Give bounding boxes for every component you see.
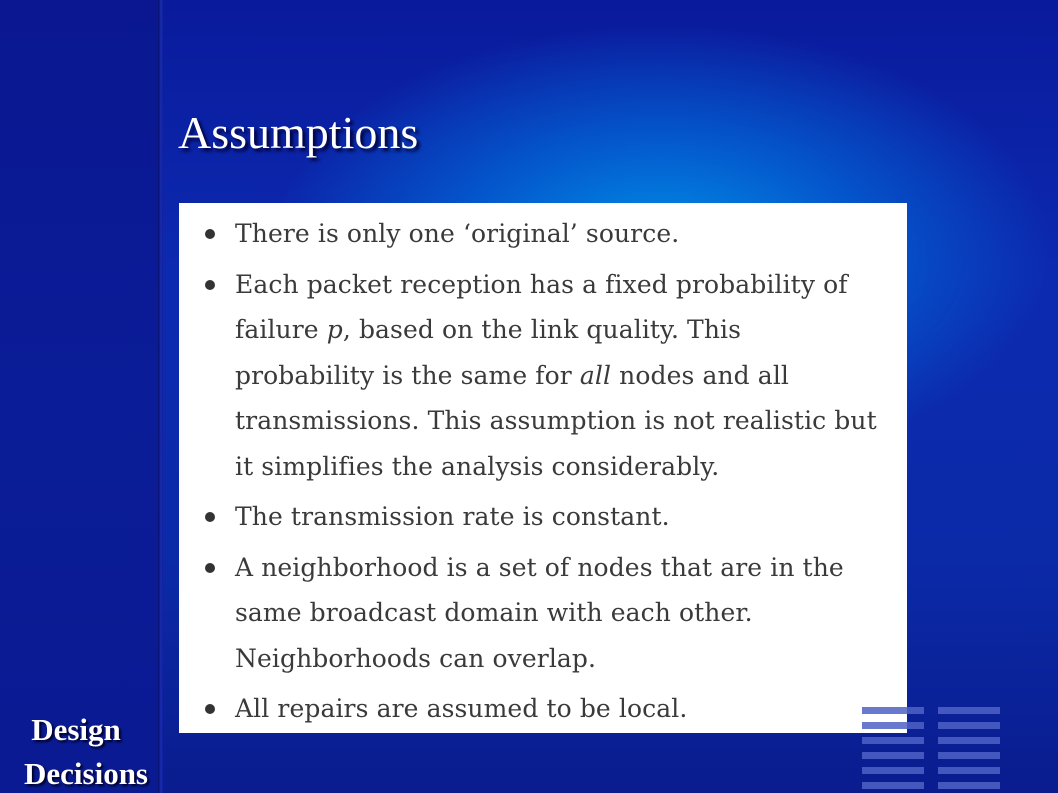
bullet-text: There is only one ‘original’ source. xyxy=(235,219,680,248)
deco-bar xyxy=(938,707,1000,714)
bullet-item xyxy=(199,494,881,540)
bullet-text-italic: p xyxy=(326,315,343,344)
bullet-list xyxy=(199,211,881,732)
section-label-line1: Design xyxy=(31,712,121,747)
deco-bar xyxy=(938,782,1000,789)
deco-bar xyxy=(862,722,924,729)
deco-bar xyxy=(862,767,924,774)
deco-bar xyxy=(862,707,924,714)
bullet-text: , based on the link quality. This probability is the same for xyxy=(235,315,742,390)
section-label-line2: Decisions xyxy=(24,756,148,791)
deco-bar xyxy=(938,737,1000,744)
bullet-item xyxy=(199,211,881,257)
bullet-text: Each packet reception has a fixed probability of failure xyxy=(235,269,848,344)
deco-bar xyxy=(862,782,924,789)
deco-bar xyxy=(938,767,1000,774)
bullet-text: The transmission rate is constant. xyxy=(235,502,670,531)
bullet-icon xyxy=(205,704,215,714)
bullet-item xyxy=(199,545,881,682)
bullet-item xyxy=(199,686,881,732)
slide-title: Assumptions xyxy=(178,107,419,158)
bullet-text: A neighborhood is a set of nodes that are in the same broadcast domain with each other. Neighborhoods can overlap. xyxy=(235,552,844,673)
bullet-icon xyxy=(205,229,215,239)
deco-bar xyxy=(862,737,924,744)
assumptions-box xyxy=(179,203,907,733)
bullet-icon xyxy=(205,280,215,290)
sidebar-panel xyxy=(0,0,158,793)
deco-bar xyxy=(938,752,1000,759)
deco-bar xyxy=(938,722,1000,729)
bullet-text: nodes and all transmissions. This assumption is not realistic but it simplifies the analysis considerably. xyxy=(235,360,877,481)
bullet-text-italic: all xyxy=(579,360,612,390)
bullet-icon xyxy=(205,563,215,573)
sidebar-divider xyxy=(158,0,163,793)
bullet-item xyxy=(199,262,881,490)
bullet-text: All repairs are assumed to be local. xyxy=(235,694,688,723)
decorative-bars xyxy=(862,707,1002,793)
deco-bar xyxy=(862,752,924,759)
bullet-icon xyxy=(205,512,215,522)
